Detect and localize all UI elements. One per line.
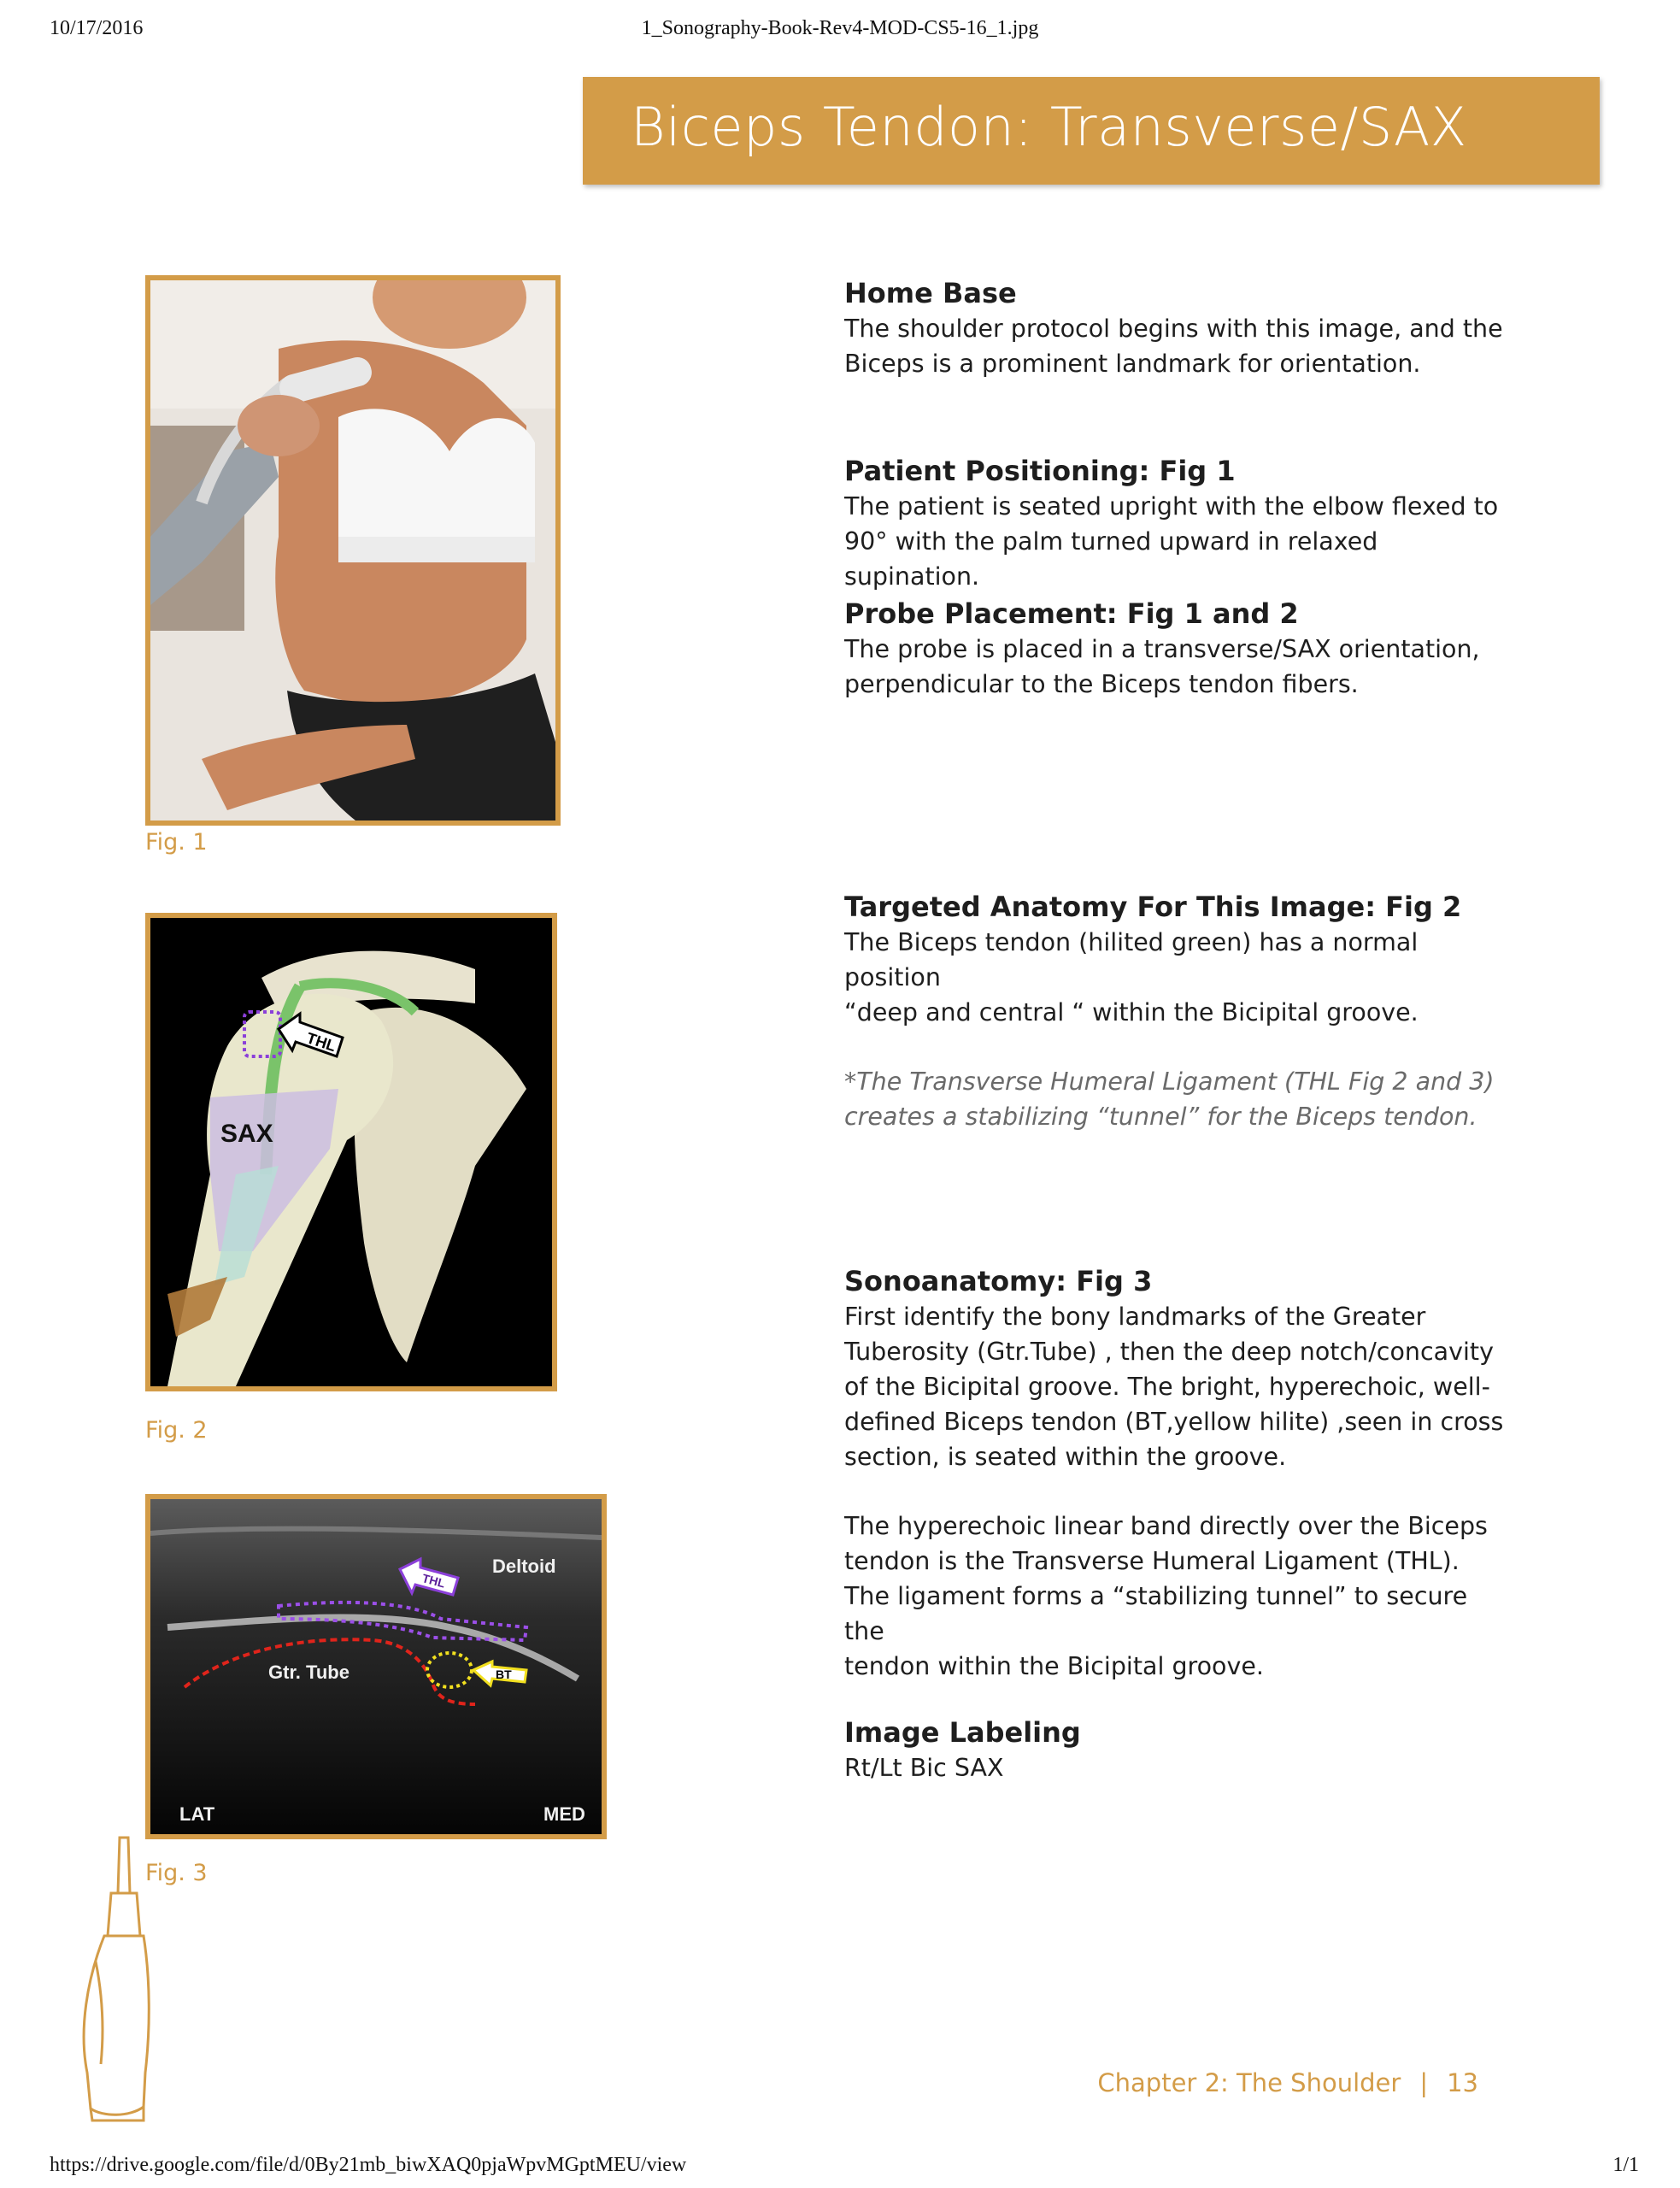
section-line: The shoulder protocol begins with this image, and the [844, 315, 1503, 343]
print-url: https://drive.google.com/file/d/0By21mb_biwXAQ0pjaWpvMGptMEU/view [50, 2154, 687, 2176]
page-title: Biceps Tendon: Transverse/SAX [631, 96, 1467, 158]
section-targeted-anatomy [844, 889, 1511, 1134]
section-sonoanatomy [844, 1263, 1511, 1684]
fig2-caption: Fig. 2 [145, 1417, 208, 1444]
fig1-patient-photo [145, 275, 561, 826]
section-patient-positioning [844, 453, 1511, 594]
footer-chapter-title: Chapter 2: The Shoulder [1097, 2068, 1401, 2097]
section-line: tendon is the Transverse Humeral Ligament (THL). [844, 1547, 1460, 1575]
section-heading: Probe Placement: Fig 1 and 2 [844, 597, 1299, 630]
section-note-line: creates a stabilizing “tunnel” for the Biceps tendon. [844, 1103, 1477, 1131]
section-heading: Patient Positioning: Fig 1 [844, 455, 1236, 487]
section-home-base [844, 275, 1511, 381]
section-line: The hyperechoic linear band directly over the Biceps [844, 1512, 1488, 1540]
section-line: The Biceps tendon (hilited green) has a normal position [844, 928, 1419, 991]
fig3-thl-label: THL [420, 1571, 447, 1591]
fig3-caption: Fig. 3 [145, 1860, 208, 1886]
fig2-sax-label: SAX [220, 1120, 273, 1148]
section-line: Biceps is a prominent landmark for orientation. [844, 350, 1421, 378]
fig3-med-label: MED [543, 1803, 585, 1825]
section-line: “deep and central “ within the Bicipital groove. [844, 998, 1419, 1026]
fig2-anatomy-illustration [145, 913, 557, 1391]
section-probe-placement [844, 596, 1511, 702]
section-heading: Home Base [844, 277, 1017, 309]
section-line: of the Bicipital groove. The bright, hyperechoic, well- [844, 1373, 1490, 1401]
section-line: tendon within the Bicipital groove. [844, 1652, 1264, 1680]
print-date: 10/17/2016 [50, 17, 144, 39]
section-heading: Targeted Anatomy For This Image: Fig 2 [844, 891, 1462, 923]
section-line: First identify the bony landmarks of the Greater [844, 1303, 1426, 1331]
footer-chapter [1097, 2068, 1478, 2097]
section-line: Tuberosity (Gtr.Tube) , then the deep notch/concavity [844, 1338, 1494, 1366]
print-filename: 1_Sonography-Book-Rev4-MOD-CS5-16_1.jpg [641, 17, 1039, 39]
section-heading: Sonoanatomy: Fig 3 [844, 1265, 1153, 1297]
section-heading: Image Labeling [844, 1716, 1081, 1749]
footer-page-number: 13 [1447, 2068, 1478, 2097]
section-line: perpendicular to the Biceps tendon fibers. [844, 670, 1359, 698]
section-line: 90° with the palm turned upward in relaxed supination. [844, 527, 1378, 591]
fig3-ultrasound-image [145, 1494, 607, 1839]
section-line: defined Biceps tendon (BT,yellow hilite) ,seen in cross [844, 1408, 1504, 1436]
print-page-count: 1/1 [1612, 2154, 1639, 2176]
fig3-bt-label: BT [496, 1667, 512, 1681]
section-line: The probe is placed in a transverse/SAX orientation, [844, 635, 1480, 663]
section-note-line: *The Transverse Humeral Ligament (THL Fig 2 and 3) [844, 1068, 1495, 1096]
section-line: The patient is seated upright with the elbow flexed to [844, 492, 1499, 521]
fig3-deltoid-label: Deltoid [492, 1556, 556, 1577]
footer-separator: | [1419, 2068, 1429, 2097]
fig2-thl-label: THL [304, 1029, 338, 1056]
ultrasound-probe-icon [62, 1833, 164, 2124]
section-line: section, is seated within the groove. [844, 1443, 1287, 1471]
section-line: The ligament forms a “stabilizing tunnel” to secure the [844, 1582, 1468, 1645]
fig3-gtr-tube-label: Gtr. Tube [268, 1662, 350, 1683]
section-line: Rt/Lt Bic SAX [844, 1754, 1004, 1782]
fig1-caption: Fig. 1 [145, 829, 208, 856]
section-image-labeling [844, 1715, 1511, 1785]
fig3-lat-label: LAT [179, 1803, 215, 1825]
title-banner [583, 77, 1600, 185]
